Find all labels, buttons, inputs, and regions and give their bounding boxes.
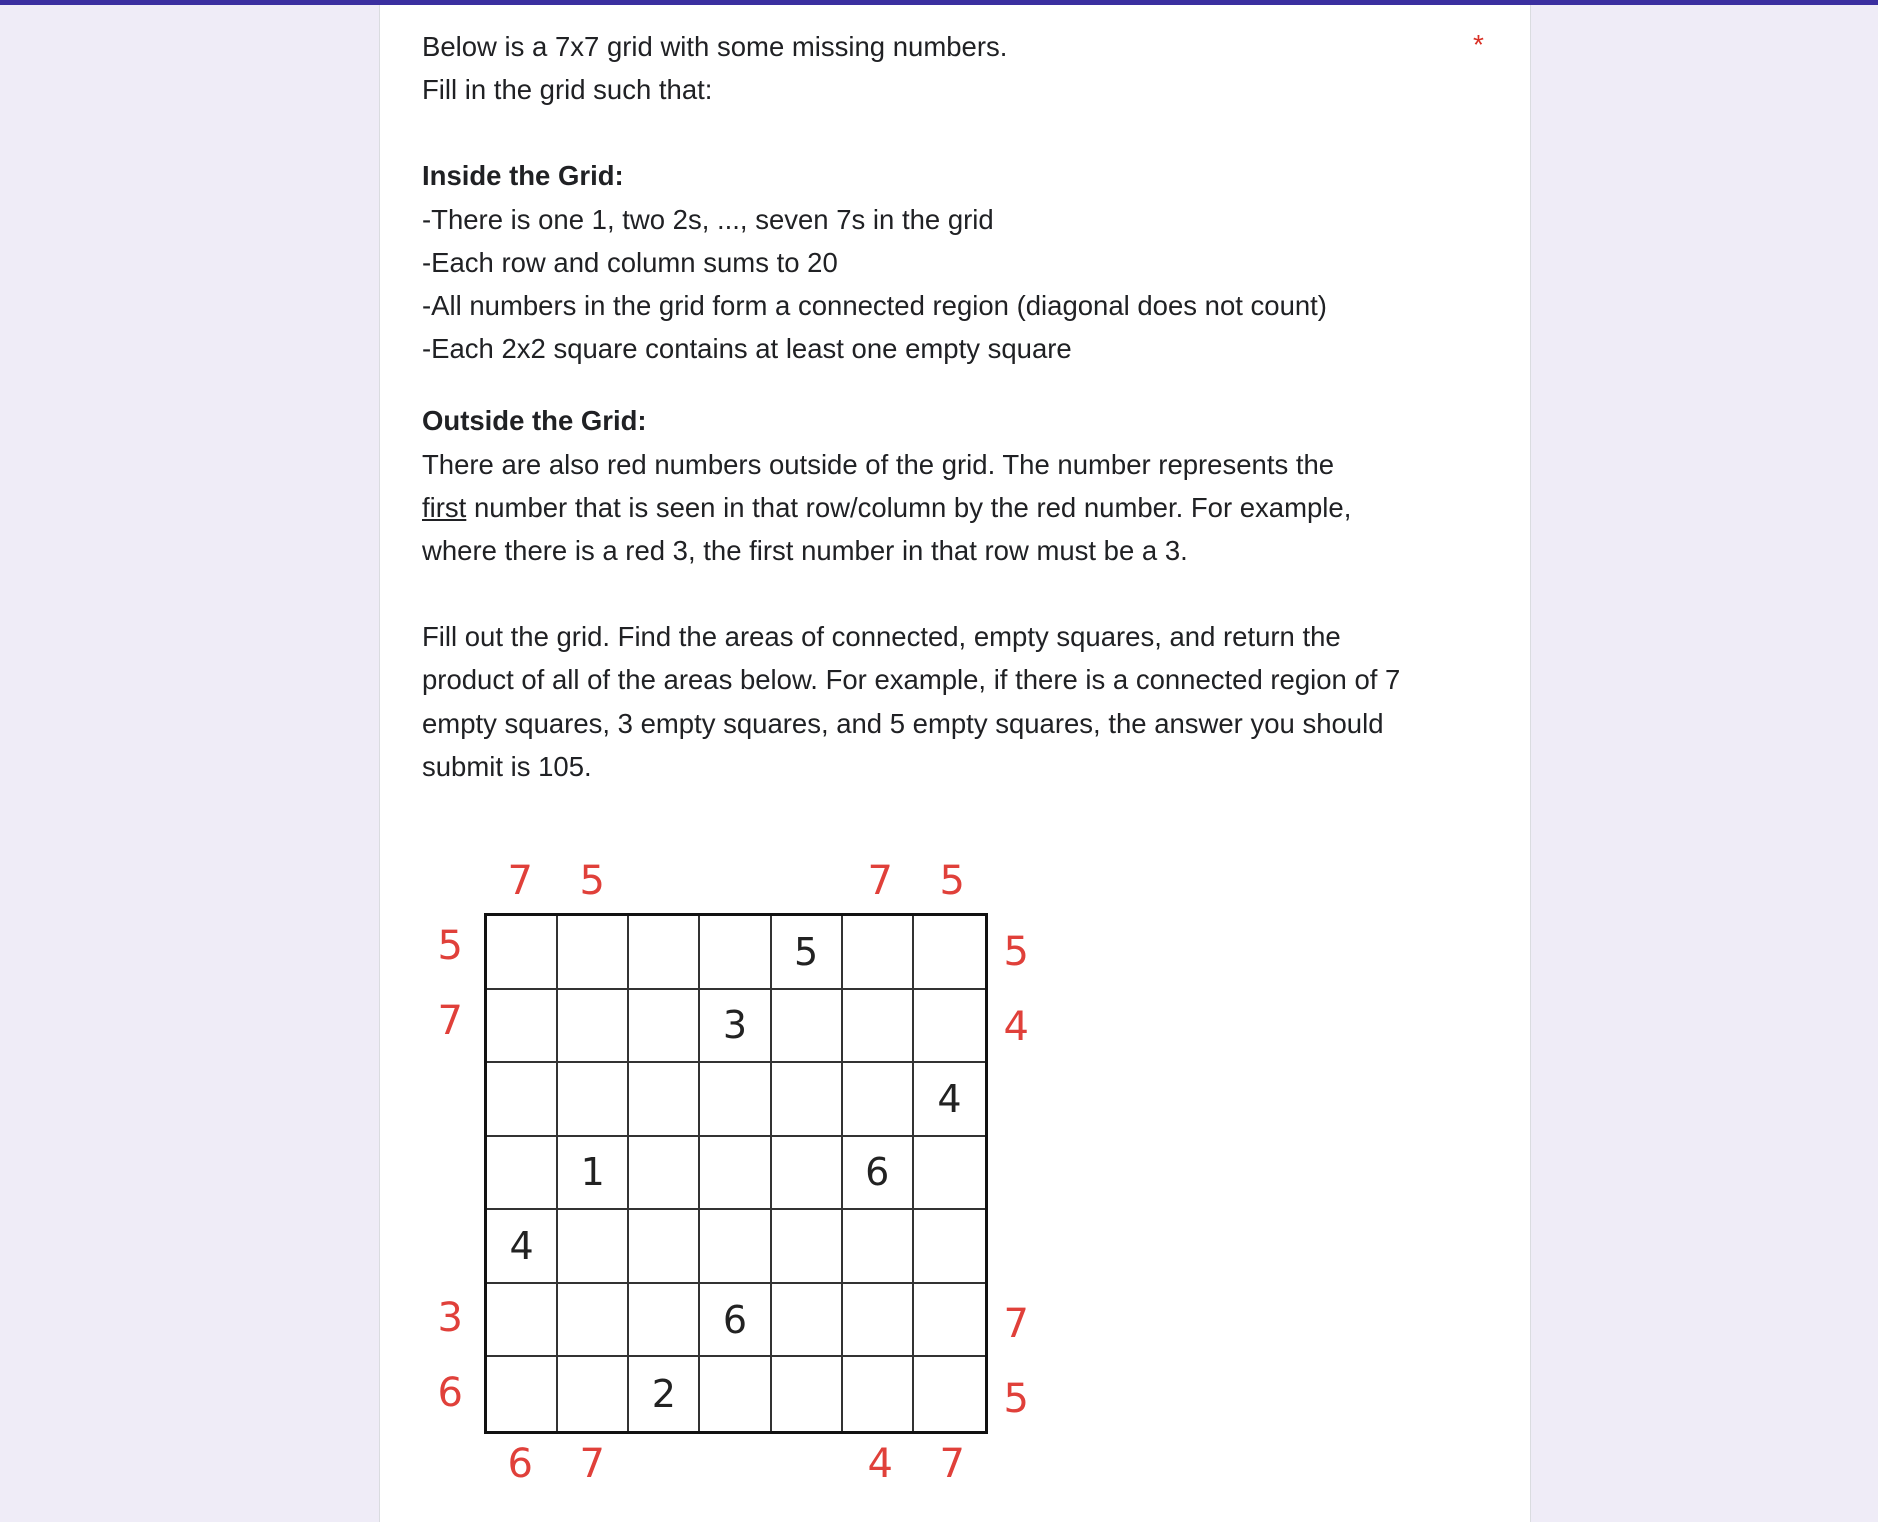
grid-cell-r3-c1 — [487, 1063, 558, 1137]
inside-heading: Inside the Grid: — [422, 160, 624, 192]
right-clue-6: 7 — [1003, 1301, 1029, 1348]
grid-cell-r6-c6 — [843, 1284, 914, 1358]
grid-cell-r1-c5: 5 — [772, 916, 843, 990]
left-clue-7: 6 — [437, 1369, 463, 1416]
task-line-4: submit is 105. — [422, 750, 592, 782]
grid-cell-r5-c1: 4 — [487, 1210, 558, 1284]
grid-cell-r6-c2 — [558, 1284, 629, 1358]
top-clue-7: 5 — [939, 858, 965, 904]
grid-cell-r7-c7 — [914, 1357, 985, 1431]
grid-cell-r6-c7 — [914, 1284, 985, 1358]
outside-line-1: There are also red numbers outside of the grid. The number represents the — [422, 448, 1335, 480]
rule-4: -Each 2x2 square contains at least one empty square — [422, 333, 1072, 365]
intro-line-1: Below is a 7x7 grid with some missing numbers. — [422, 31, 1008, 62]
grid-cell-r2-c7 — [914, 990, 985, 1064]
right-clue-1: 5 — [1003, 929, 1029, 976]
bottom-clue-1: 6 — [507, 1441, 533, 1487]
bottom-clue-2: 7 — [579, 1441, 605, 1487]
grid-cell-r7-c3: 2 — [629, 1357, 700, 1431]
grid-cell-r7-c6 — [843, 1357, 914, 1431]
grid-cell-r7-c2 — [558, 1357, 629, 1431]
grid-cell-r3-c4 — [700, 1063, 771, 1137]
grid-cell-r2-c2 — [558, 990, 629, 1064]
task-line-1: Fill out the grid. Find the areas of connected, empty squares, and return the — [422, 621, 1341, 653]
grid-cell-r7-c5 — [772, 1357, 843, 1431]
intro-line-2: Fill in the grid such that: — [422, 74, 713, 106]
top-clue-6: 7 — [867, 858, 893, 904]
grid-cell-r2-c4: 3 — [700, 990, 771, 1064]
grid-cell-r5-c2 — [558, 1210, 629, 1284]
grid-cell-r3-c7: 4 — [914, 1063, 985, 1137]
left-clue-2: 7 — [437, 997, 463, 1044]
grid-cell-r5-c3 — [629, 1210, 700, 1284]
rule-1: -There is one 1, two 2s, ..., seven 7s in the grid — [422, 203, 994, 235]
grid-cell-r2-c5 — [772, 990, 843, 1064]
bottom-clue-7: 7 — [939, 1441, 965, 1487]
left-clue-1: 5 — [437, 923, 463, 970]
grid-cell-r6-c3 — [629, 1284, 700, 1358]
top-clue-1: 7 — [507, 858, 533, 904]
right-clue-7: 5 — [1003, 1375, 1029, 1422]
grid-cell-r3-c5 — [772, 1063, 843, 1137]
outside-line-3: where there is a red 3, the first number in that row must be a 3. — [422, 535, 1188, 567]
question-text — [422, 25, 1462, 788]
grid-cell-r4-c5 — [772, 1137, 843, 1211]
grid-cell-r1-c1 — [487, 916, 558, 990]
grid-cell-r6-c5 — [772, 1284, 843, 1358]
rule-2: -Each row and column sums to 20 — [422, 246, 838, 278]
grid-cell-r5-c5 — [772, 1210, 843, 1284]
grid-cell-r1-c2 — [558, 916, 629, 990]
bottom-clue-6: 4 — [867, 1441, 893, 1487]
left-clue-6: 3 — [437, 1295, 463, 1342]
grid-cell-r7-c4 — [700, 1357, 771, 1431]
grid-cell-r7-c1 — [487, 1357, 558, 1431]
grid-cell-r5-c7 — [914, 1210, 985, 1284]
grid-cell-r2-c6 — [843, 990, 914, 1064]
grid-cell-r5-c6 — [843, 1210, 914, 1284]
grid-cell-r3-c2 — [558, 1063, 629, 1137]
required-asterisk: * — [1473, 29, 1484, 60]
grid-cell-r4-c4 — [700, 1137, 771, 1211]
grid-cell-r2-c3 — [629, 990, 700, 1064]
grid-cell-r4-c1 — [487, 1137, 558, 1211]
grid-cell-r1-c7 — [914, 916, 985, 990]
top-clue-2: 5 — [579, 858, 605, 904]
grid-cell-r1-c6 — [843, 916, 914, 990]
grid-cell-r4-c2: 1 — [558, 1137, 629, 1211]
grid-cell-r1-c4 — [700, 916, 771, 990]
grid-cell-r2-c1 — [487, 990, 558, 1064]
task-line-3: empty squares, 3 empty squares, and 5 empty squares, the answer you should — [422, 707, 1384, 739]
puzzle-grid — [484, 913, 988, 1434]
grid-cell-r6-c1 — [487, 1284, 558, 1358]
question-card — [379, 5, 1531, 1522]
right-clue-2: 4 — [1003, 1003, 1029, 1050]
grid-cell-r3-c6 — [843, 1063, 914, 1137]
task-line-2: product of all of the areas below. For example, if there is a connected region of 7 — [422, 664, 1401, 696]
outside-line-2: first number that is seen in that row/column by the red number. For example, — [422, 491, 1352, 523]
rule-3: -All numbers in the grid form a connected region (diagonal does not count) — [422, 290, 1327, 322]
outside-heading: Outside the Grid: — [422, 405, 647, 437]
grid-cell-r4-c6: 6 — [843, 1137, 914, 1211]
grid-cell-r4-c3 — [629, 1137, 700, 1211]
grid-cell-r3-c3 — [629, 1063, 700, 1137]
grid-cell-r1-c3 — [629, 916, 700, 990]
first-underlined: first — [422, 491, 467, 523]
grid-cell-r5-c4 — [700, 1210, 771, 1284]
grid-cell-r4-c7 — [914, 1137, 985, 1211]
grid-cell-r6-c4: 6 — [700, 1284, 771, 1358]
